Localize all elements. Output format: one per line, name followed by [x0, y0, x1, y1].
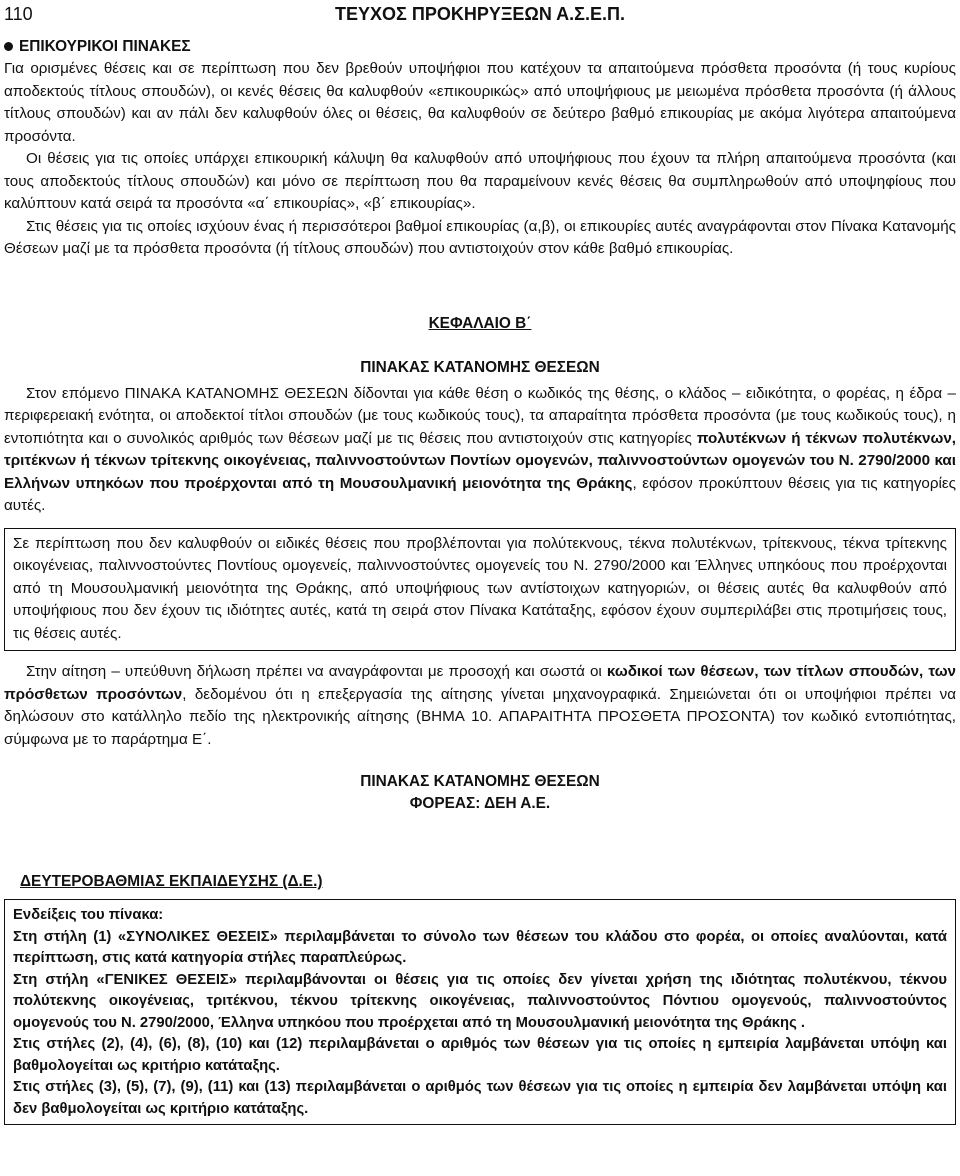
- aux-tables-heading: [4, 36, 956, 58]
- indication-line-4: Στις στήλες (3), (5), (7), (9), (11) και (13) περιλαμβάνεται ο αριθμός των θέσεων για τις οποίες η εμπειρία δεν λαμβάνεται υπόψη και δεν βαθμολογείται ως κριτήριο κατάταξης.: [13, 1079, 947, 1117]
- intro-text-a: Στον επόμενο ΠΙΝΑΚΑ ΚΑΤΑΝΟΜΗΣ ΘΕΣΕΩΝ δίδονται για κάθε θέση ο κωδικός της θέσης, ο κλάδος – ειδικότητα, ο φορέας, η έδρα – περιφερειακή ενότητα, οι αποδεκτοί τίτλοι σπουδών (με τους κωδικούς τους), τα απαραίτητα πρόσθετα προσόντα (με τους κωδικούς τους), η εντοπιότητα και ο συνολικός αριθμός των θέσεων μαζί με τις θέσεις που αντιστοιχούν στις κατηγορίες: [4, 384, 956, 447]
- chapter-subtitle: ΠΙΝΑΚΑΣ ΚΑΤΑΝΟΜΗΣ ΘΕΣΕΩΝ: [360, 358, 600, 376]
- aux-paragraph-3: Στις θέσεις για τις οποίες ισχύουν ένας ή περισσότεροι βαθμοί επικουρίας (α,β), οι επικουρίες αυτές αναγράφονται στον Πίνακα Κατανομής Θέσεων μαζί με τα πρόσθετα προσόντα (ή τίτλους σπουδών) που αντιστοιχούν στον κάθε βαθμό επικουρίας.: [4, 217, 956, 257]
- application-note: [4, 661, 956, 751]
- indication-line-3: Στις στήλες (2), (4), (6), (8), (10) και (12) περιλαμβάνεται ο αριθμός των θέσεων για τις οποίες η εμπειρία λαμβάνεται υπόψη και βαθμολογείται ως κριτήριο κατάταξης.: [13, 1036, 947, 1074]
- notice-box: [4, 528, 956, 652]
- indications-box: [4, 899, 956, 1125]
- table-title-line-2: ΦΟΡΕΑΣ: ΔΕΗ Α.Ε.: [409, 795, 551, 812]
- table-title-line-1: ΠΙΝΑΚΑΣ ΚΑΤΑΝΟΜΗΣ ΘΕΣΕΩΝ: [360, 773, 600, 790]
- application-text-b: , δεδομένου ότι η επεξεργασία της αίτησης γίνεται μηχανογραφικά. Σημειώνεται ότι οι υποψήφιοι πρέπει να δηλώσουν στο κατάλληλο πεδίο της ηλεκτρονικής αίτησης (ΒΗΜΑ 10. ΑΠΑΡΑΙΤΗΤΑ ΠΡΟΣΘΕΤΑ ΠΡΟΣΟΝΤΑ) τον κωδικό εντοπιότητας, σύμφωνα με το παράρτημα Ε΄.: [4, 685, 956, 748]
- indication-line-2: Στη στήλη «ΓΕΝΙΚΕΣ ΘΕΣΕΙΣ» περιλαμβάνονται οι θέσεις για τις οποίες δεν γίνεται χρήση της ιδιότητας πολυτέκνου, τέκνου πολύτεκνης οικογένειας, τριτέκνου, τέκνου τρίτεκνης οικογένειας, παλιννοστούντος Πόντιου ομογενούς, παλιννοστούντος ομογενούς του Ν. 2790/2000, Έλληνα υπηκόου που προέρχεται από τη Μουσουλμανική μειονότητα της Θράκης .: [13, 971, 947, 1031]
- notice-text: Σε περίπτωση που δεν καλυφθούν οι ειδικές θέσεις που προβλέπονται για πολύτεκνους, τέκνα πολυτέκνων, τρίτεκνους, τέκνα τρίτεκνης οικογένειας, παλιννοστούντες Ποντίους ομογενείς, παλιννοστούντες ομογενείς του Ν. 2790/2000 και Έλληνες υπηκόους που προέρχονται από τη Μουσουλμανική μειονότητα της Θράκης, από υποψήφιους των αντίστοιχων κατηγοριών, οι θέσεις αυτές θα καλυφθούν από υποψήφιους που δεν έχουν τις ιδιότητες αυτές, κατά τη σειρά στον Πίνακα Κατάταξης, εφόσον έχουν συμπεριλάβει στις προτιμήσεις τους, τις θέσεις αυτές.: [13, 534, 947, 642]
- page-header: [4, 0, 956, 30]
- aux-paragraph-2: Οι θέσεις για τις οποίες υπάρχει επικουρική κάλυψη θα καλυφθούν από υποψήφιους που έχουν τα πλήρη απαιτούμενα προσόντα (και τους αποδεκτούς τίτλους σπουδών) και μόνο σε περίπτωση που θα παραμείνουν κενές θέσεις θα συμπληρωθούν από υποψηφίους που καλύπτουν κατά σειρά τα προσόντα «α΄ επικουρίας», «β΄ επικουρίας».: [4, 150, 956, 212]
- chapter-title: [4, 313, 956, 335]
- indication-line-1: Στη στήλη (1) «ΣΥΝΟΛΙΚΕΣ ΘΕΣΕΙΣ» περιλαμβάνεται το σύνολο των θέσεων του κλάδου στο φορέα, οι οποίες αναλύονται, κατά περίπτωση, στις κατά κατηγορία στήλες παραπλεύρως.: [13, 928, 947, 966]
- chapter-intro: [4, 383, 956, 518]
- application-text-bold: κωδικοί των θέσεων, των τίτλων σπουδών, των πρόσθετων προσόντων: [4, 663, 957, 703]
- aux-paragraph-1: Για ορισμένες θέσεις και σε περίπτωση που δεν βρεθούν υποψήφιοι που κατέχουν τα απαιτούμενα πρόσθετα προσόντα (ή τους κυρίους αποδεκτούς τίτλους σπουδών), οι κενές θέσεις θα καλυφθούν «επικουρικώς» από υποψήφιους με μειωμένα πρόσθετα προσόντα (ή άλλους τίτλους σπουδών) και αν πάλι δεν καλυφθούν όλες οι θέσεις, θα καλυφθούν σε δεύτερο βαθμό επικουρίας με ακόμα λιγότερα απαιτούμενα προσόντα.: [4, 60, 956, 145]
- indications-title: Ενδείξεις του πίνακα:: [13, 907, 164, 923]
- chapter-title-text: ΚΕΦΑΛΑΙΟ Β΄: [428, 314, 532, 332]
- aux-tables-heading-text: ΕΠΙΚΟΥΡΙΚΟΙ ΠΙΝΑΚΕΣ: [19, 38, 191, 55]
- journal-title: ΤΕΥΧΟΣ ΠΡΟΚΗΡΥΞΕΩΝ Α.Σ.Ε.Π.: [335, 4, 625, 24]
- application-text-a: Στην αίτηση – υπεύθυνη δήλωση πρέπει να αναγράφονται με προσοχή και σωστά οι: [26, 663, 607, 680]
- bullet-icon: [4, 42, 13, 51]
- document-page: [4, 0, 956, 1125]
- page-number: 110: [4, 4, 33, 24]
- section-heading: [20, 871, 956, 893]
- intro-text-b: , εφόσον προκύπτουν θέσεις για τις κατηγορίες αυτές.: [4, 474, 956, 514]
- section-heading-text: ΔΕΥΤΕΡΟΒΑΘΜΙΑΣ ΕΚΠΑΙΔΕΥΣΗΣ (Δ.Ε.): [20, 873, 323, 890]
- intro-text-bold: πολυτέκνων ή τέκνων πολυτέκνων, τριτέκνων ή τέκνων τρίτεκνης οικογένειας, παλιννοστούντων Ποντίων ομογενών, παλιννοστούντων ομογενών του Ν. 2790/2000 και Ελλήνων υπηκόων που προέρχονται από τη Μουσουλμανική μειονότητα της Θράκης: [4, 429, 956, 492]
